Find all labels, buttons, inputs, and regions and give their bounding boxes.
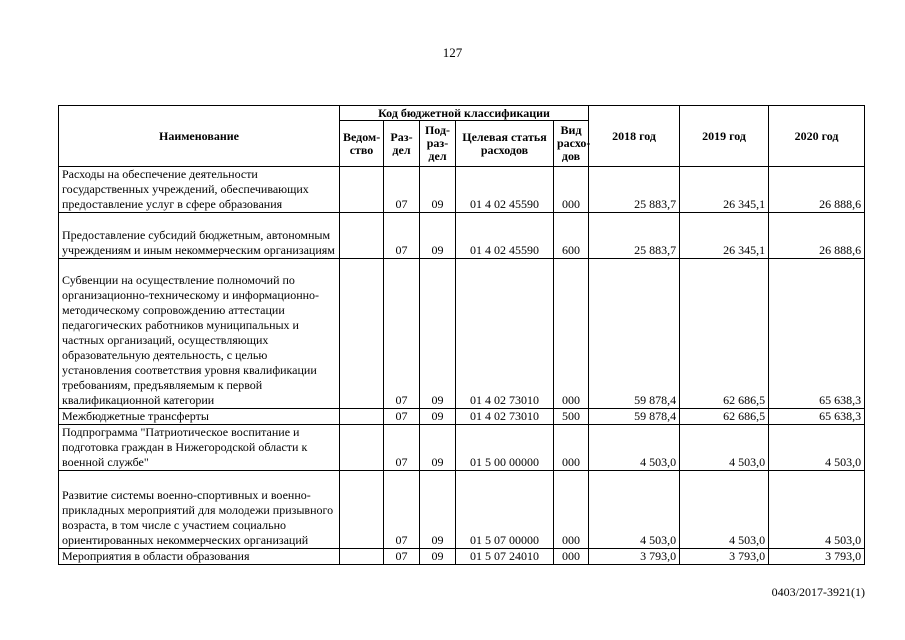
header-vedomstvo: Ведом-ство: [340, 121, 384, 167]
row-vid: 500: [554, 409, 589, 425]
row-vid: 600: [554, 213, 589, 259]
header-2018: 2018 год: [589, 106, 680, 167]
row-razdel: 07: [384, 549, 420, 565]
header-razdel: Раз-дел: [384, 121, 420, 167]
row-podrazdel: 09: [420, 213, 456, 259]
table-row: [59, 425, 865, 471]
row-2020: 26 888,6: [769, 213, 865, 259]
row-celevaya: 01 5 07 24010: [456, 549, 554, 565]
row-name: Развитие системы военно-спортивных и военно-прикладных мероприятий для молодежи призывного возраста, в том числе с участием социально ориентированных некоммерческих организаций: [59, 471, 340, 549]
row-podrazdel: 09: [420, 471, 456, 549]
row-celevaya: 01 4 02 73010: [456, 259, 554, 409]
row-name: Подпрограмма "Патриотическое воспитание и подготовка граждан в Нижегородской области к военной службе": [59, 425, 340, 471]
row-razdel: 07: [384, 471, 420, 549]
row-vedomstvo: [340, 213, 384, 259]
row-2018: 59 878,4: [589, 409, 680, 425]
header-name: Наименование: [59, 106, 340, 167]
row-celevaya: 01 4 02 45590: [456, 167, 554, 213]
row-razdel: 07: [384, 259, 420, 409]
row-vid: 000: [554, 549, 589, 565]
table-row: [59, 409, 865, 425]
row-name: Субвенции на осуществление полномочий по организационно-техническому и информационно-методическому сопровождению аттестации педагогических работников муниципальных и частных организаций, осуществляющих образовательную деятельность, с целью установления соответствия уровня квалификации требованиям, предъявляемым к первой квалификационной категории: [59, 259, 340, 409]
row-podrazdel: 09: [420, 259, 456, 409]
row-name: Мероприятия в области образования: [59, 549, 340, 565]
header-podrazdel: Под-раз-дел: [420, 121, 456, 167]
row-2020: 4 503,0: [769, 425, 865, 471]
row-name: Расходы на обеспечение деятельности государственных учреждений, обеспечивающих предоставление услуг в сфере образования: [59, 167, 340, 213]
document-code: 0403/2017-3921(1): [771, 585, 865, 599]
row-name: Предоставление субсидий бюджетным, автономным учреждениям и иным некоммерческим организациям: [59, 213, 340, 259]
row-razdel: 07: [384, 167, 420, 213]
row-podrazdel: 09: [420, 549, 456, 565]
row-vid: 000: [554, 259, 589, 409]
table-row: [59, 259, 865, 409]
row-vedomstvo: [340, 409, 384, 425]
row-2019: 26 345,1: [680, 167, 769, 213]
row-vedomstvo: [340, 425, 384, 471]
table-row: [59, 471, 865, 549]
row-celevaya: 01 4 02 45590: [456, 213, 554, 259]
row-2018: 25 883,7: [589, 167, 680, 213]
header-2019: 2019 год: [680, 106, 769, 167]
row-2018: 4 503,0: [589, 425, 680, 471]
row-vedomstvo: [340, 259, 384, 409]
table-row: [59, 167, 865, 213]
row-2018: 3 793,0: [589, 549, 680, 565]
row-2018: 4 503,0: [589, 471, 680, 549]
row-celevaya: 01 4 02 73010: [456, 409, 554, 425]
header-2020: 2020 год: [769, 106, 865, 167]
page-number: 127: [442, 45, 463, 60]
row-2019: 62 686,5: [680, 259, 769, 409]
row-2019: 26 345,1: [680, 213, 769, 259]
row-2019: 62 686,5: [680, 409, 769, 425]
row-podrazdel: 09: [420, 409, 456, 425]
row-vedomstvo: [340, 549, 384, 565]
row-2020: 65 638,3: [769, 409, 865, 425]
header-celevaya: Целевая статья расходов: [456, 121, 554, 167]
row-2020: 65 638,3: [769, 259, 865, 409]
row-vid: 000: [554, 167, 589, 213]
row-2020: 4 503,0: [769, 471, 865, 549]
table-row: [59, 549, 865, 565]
row-razdel: 07: [384, 425, 420, 471]
row-razdel: 07: [384, 409, 420, 425]
row-celevaya: 01 5 00 00000: [456, 425, 554, 471]
row-2019: 4 503,0: [680, 425, 769, 471]
row-vedomstvo: [340, 471, 384, 549]
budget-table: [58, 105, 865, 565]
row-celevaya: 01 5 07 00000: [456, 471, 554, 549]
header-vid: Вид расхо-дов: [554, 121, 589, 167]
row-podrazdel: 09: [420, 425, 456, 471]
row-2018: 59 878,4: [589, 259, 680, 409]
row-2020: 26 888,6: [769, 167, 865, 213]
row-vid: 000: [554, 471, 589, 549]
row-podrazdel: 09: [420, 167, 456, 213]
row-2019: 3 793,0: [680, 549, 769, 565]
row-2018: 25 883,7: [589, 213, 680, 259]
table-row: [59, 213, 865, 259]
row-vedomstvo: [340, 167, 384, 213]
header-code-group: Код бюджетной классификации: [340, 106, 589, 121]
row-2019: 4 503,0: [680, 471, 769, 549]
row-2020: 3 793,0: [769, 549, 865, 565]
row-vid: 000: [554, 425, 589, 471]
row-razdel: 07: [384, 213, 420, 259]
row-name: Межбюджетные трансферты: [59, 409, 340, 425]
